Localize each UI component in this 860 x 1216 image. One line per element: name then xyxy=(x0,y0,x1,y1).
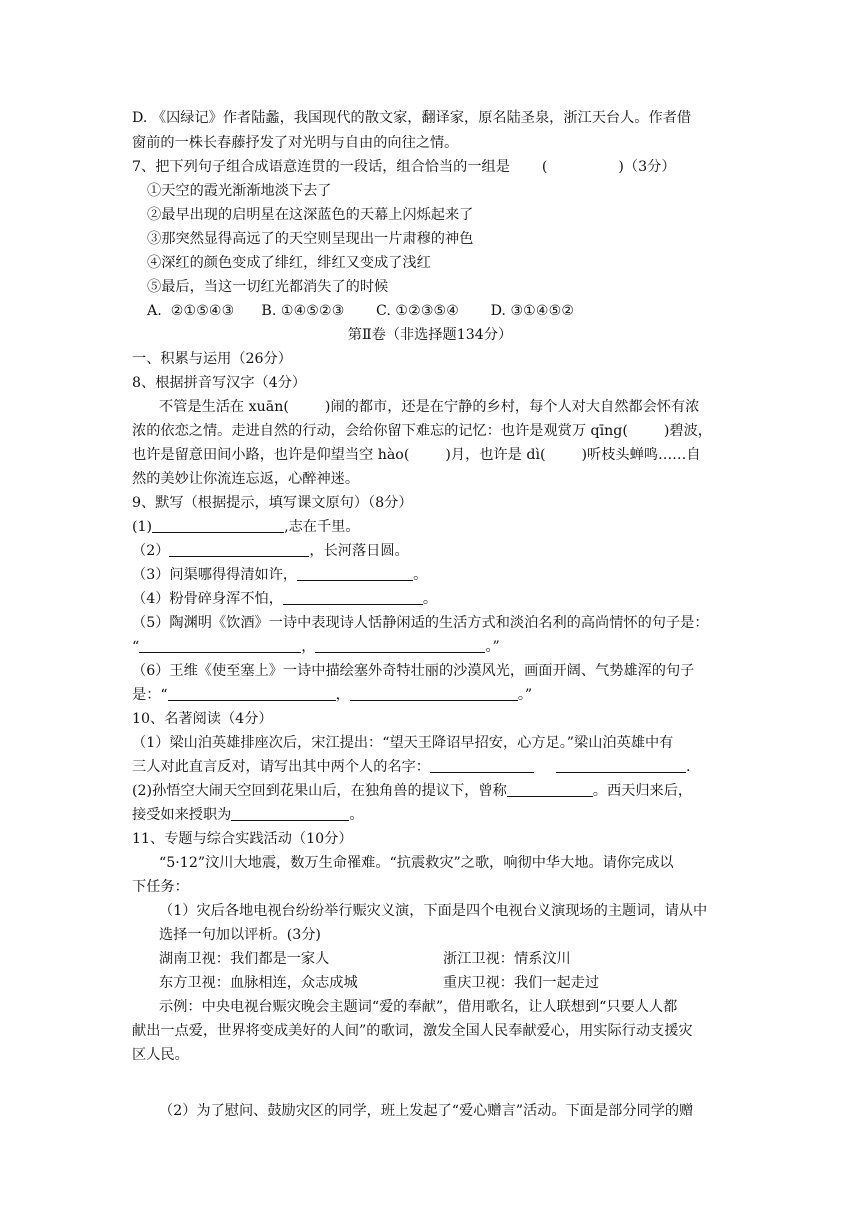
q7-sentence-2: ②最早出现的启明星在这深蓝色的天幕上闪烁起来了 xyxy=(147,207,474,223)
q10-blank-1[interactable] xyxy=(430,758,534,773)
q8-text: 浓的依恋之情。走进自然的行动，会给你留下难忘的记忆：也许是观赏万 qīng( xyxy=(132,423,628,439)
q10-item-1-answer xyxy=(132,757,690,777)
q10-text: . xyxy=(685,759,691,775)
q11-task-2-line-1: （2）为了慰问、鼓励灾区的同学，班上发起了“爱心赠言”活动。下面是部分同学的赠 xyxy=(159,1103,694,1119)
q9-blank-6b[interactable] xyxy=(350,686,518,701)
example-line-2: 献出一点爱，世界将变成美好的人间”的歌词，激发全国人民奉献爱心，用实际行动支援灾 xyxy=(132,1023,693,1039)
tv-dongfang: 东方卫视：血脉相连，众志成城 xyxy=(159,975,358,991)
q8-paragraph-line-4: 然的美妙让你流连忘返，心醉神迷。 xyxy=(132,471,360,487)
tv-theme-row-1 xyxy=(159,949,329,969)
tv-zhejiang: 浙江卫视：情系汶川 xyxy=(443,951,571,967)
q7-choices: A. ②①⑤④③ B. ①④⑤②③ C. ①②③⑤④ D. ③①④⑤② xyxy=(147,303,575,319)
tv-theme-row-2 xyxy=(159,973,358,993)
q8-paragraph-line-2 xyxy=(132,421,712,441)
q10-item-2 xyxy=(132,781,692,801)
q9-text: ， xyxy=(301,639,316,655)
q10-text: 。 xyxy=(349,807,364,823)
question-11-heading: 11、专题与综合实践活动（10分） xyxy=(132,831,353,847)
q8-paragraph-line-3 xyxy=(132,445,701,465)
q9-text: （2） xyxy=(132,543,170,559)
q9-text: 。” xyxy=(517,687,533,703)
q7-stem-text: 7、把下列句子组合成语意连贯的一段话，组合恰当的一组是 xyxy=(132,159,510,175)
q10-item-2-answer xyxy=(132,805,364,825)
q9-item-4 xyxy=(132,589,437,609)
q9-blank-2[interactable] xyxy=(169,542,309,557)
question-8-heading: 8、根据拼音写汉字（4分） xyxy=(132,375,307,391)
q9-blank-4[interactable] xyxy=(283,590,423,605)
q11-intro-line-1: “5·12”汶川大地震，数万生命罹难。“抗震救灾”之歌，响彻中华大地。请你完成以 xyxy=(159,855,674,871)
q9-blank-3[interactable] xyxy=(297,566,413,581)
q9-text: “ xyxy=(132,639,140,655)
q9-blank-5a[interactable] xyxy=(139,638,301,653)
q8-text: )月，也许是 dì( xyxy=(445,447,546,463)
q10-blank-4[interactable] xyxy=(231,806,349,821)
example-line-1: 示例：中央电视台赈灾晚会主题词“爱的奉献”，借用歌名，让人联想到“只要人人都 xyxy=(159,999,678,1015)
q8-text: )碧波， xyxy=(663,423,712,439)
q10-text: 。西天归来后， xyxy=(592,783,693,799)
q9-text: ， xyxy=(335,687,350,703)
q7-sentence-5: ⑤最后，当这一切红光都消失了的时候 xyxy=(147,279,389,295)
q10-blank-3[interactable] xyxy=(507,782,593,797)
q9-text: 。 xyxy=(422,591,438,607)
q9-item-6: （6）王维《使至塞上》一诗中描绘塞外奇特壮丽的沙漠风光，画面开阔、气势雄浑的句子 xyxy=(132,663,695,679)
q9-text: 。” xyxy=(485,639,500,655)
option-d-line-1: D. 《囚绿记》作者陆蠡，我国现代的散文家，翻译家，原名陆圣泉，浙江天台人。作者借 xyxy=(132,110,692,126)
question-9-heading: 9、默写（根据提示，填写课文原句）（8分） xyxy=(132,495,413,511)
q9-text: ,志在千里。 xyxy=(284,519,360,535)
q11-task-1-line-2: 选择一句加以评析。(3分) xyxy=(159,927,321,943)
question-10-heading: 10、名著阅读（4分） xyxy=(132,711,273,727)
q11-task-1-line-1: （1）灾后各地电视台纷纷举行赈灾义演，下面是四个电视台义演现场的主题词，请从中 xyxy=(159,903,708,919)
q8-text: )闹的都市，还是在宁静的乡村，每个人对大自然都会怀有浓 xyxy=(324,399,700,415)
q9-text: 是：“ xyxy=(132,687,168,703)
q9-item-2 xyxy=(132,541,409,561)
q8-text: 也许是留意田间小路，也许是仰望当空 hào( xyxy=(132,447,410,463)
q8-paragraph-line-1 xyxy=(159,397,699,417)
q11-intro-line-2: 下任务： xyxy=(132,879,189,895)
volume-2-title: 第Ⅱ卷（非选择题134分） xyxy=(347,327,513,343)
q9-item-6-answer xyxy=(132,685,532,705)
q9-text: 。 xyxy=(413,567,428,583)
option-d-line-2: 窗前的一株长春藤抒发了对光明与自由的向往之情。 xyxy=(132,135,459,151)
question-7-stem xyxy=(132,157,676,177)
q9-blank-6a[interactable] xyxy=(168,686,336,701)
q9-item-5: （5）陶渊明《饮酒》一诗中表现诗人恬静闲适的生活方式和淡泊名利的高尚情怀的句子是： xyxy=(132,615,709,631)
q9-item-3 xyxy=(132,565,427,585)
q7-sentence-4: ④深红的颜色变成了绯红，绯红又变成了浅红 xyxy=(147,255,431,271)
q9-text: ，长河落日圆。 xyxy=(309,543,409,559)
q7-answer-paren: ( )（3分） xyxy=(541,159,676,175)
q10-blank-2[interactable] xyxy=(556,758,686,773)
q9-blank-5b[interactable] xyxy=(315,638,485,653)
q7-sentence-1: ①天空的霞光渐渐地淡下去了 xyxy=(147,183,332,199)
q10-text: (2)孙悟空大闹天空回到花果山后，在独角兽的提议下，曾称 xyxy=(132,783,507,799)
tv-hunan: 湖南卫视：我们都是一家人 xyxy=(159,951,330,967)
q8-text: )听枝头蝉鸣……自 xyxy=(581,447,701,463)
q8-text: 不管是生活在 xuān( xyxy=(159,399,289,415)
q10-text: 三人对此直言反对，请写出其中两个人的名字： xyxy=(132,759,430,775)
q9-text: （4）粉骨碎身浑不怕， xyxy=(132,591,283,607)
q10-text: 接受如来授职为 xyxy=(132,807,232,823)
q10-item-1: （1）梁山泊英雄排座次后，宋江提出：“望天王降诏早招安，心方足。”梁山泊英雄中有 xyxy=(132,735,674,751)
tv-chongqing: 重庆卫视：我们一起走过 xyxy=(443,975,600,991)
q9-text: (1) xyxy=(132,519,153,535)
q9-item-5-answer xyxy=(132,637,500,657)
q7-sentence-3: ③那突然显得高远了的天空则呈现出一片肃穆的神色 xyxy=(147,231,474,247)
q9-item-1 xyxy=(132,517,360,537)
q9-text: （3）问渠哪得得清如许， xyxy=(132,567,298,583)
example-line-3: 区人民。 xyxy=(132,1047,189,1063)
q9-blank-1[interactable] xyxy=(152,518,284,533)
section-1-heading: 一、积累与运用（26分） xyxy=(132,351,292,367)
